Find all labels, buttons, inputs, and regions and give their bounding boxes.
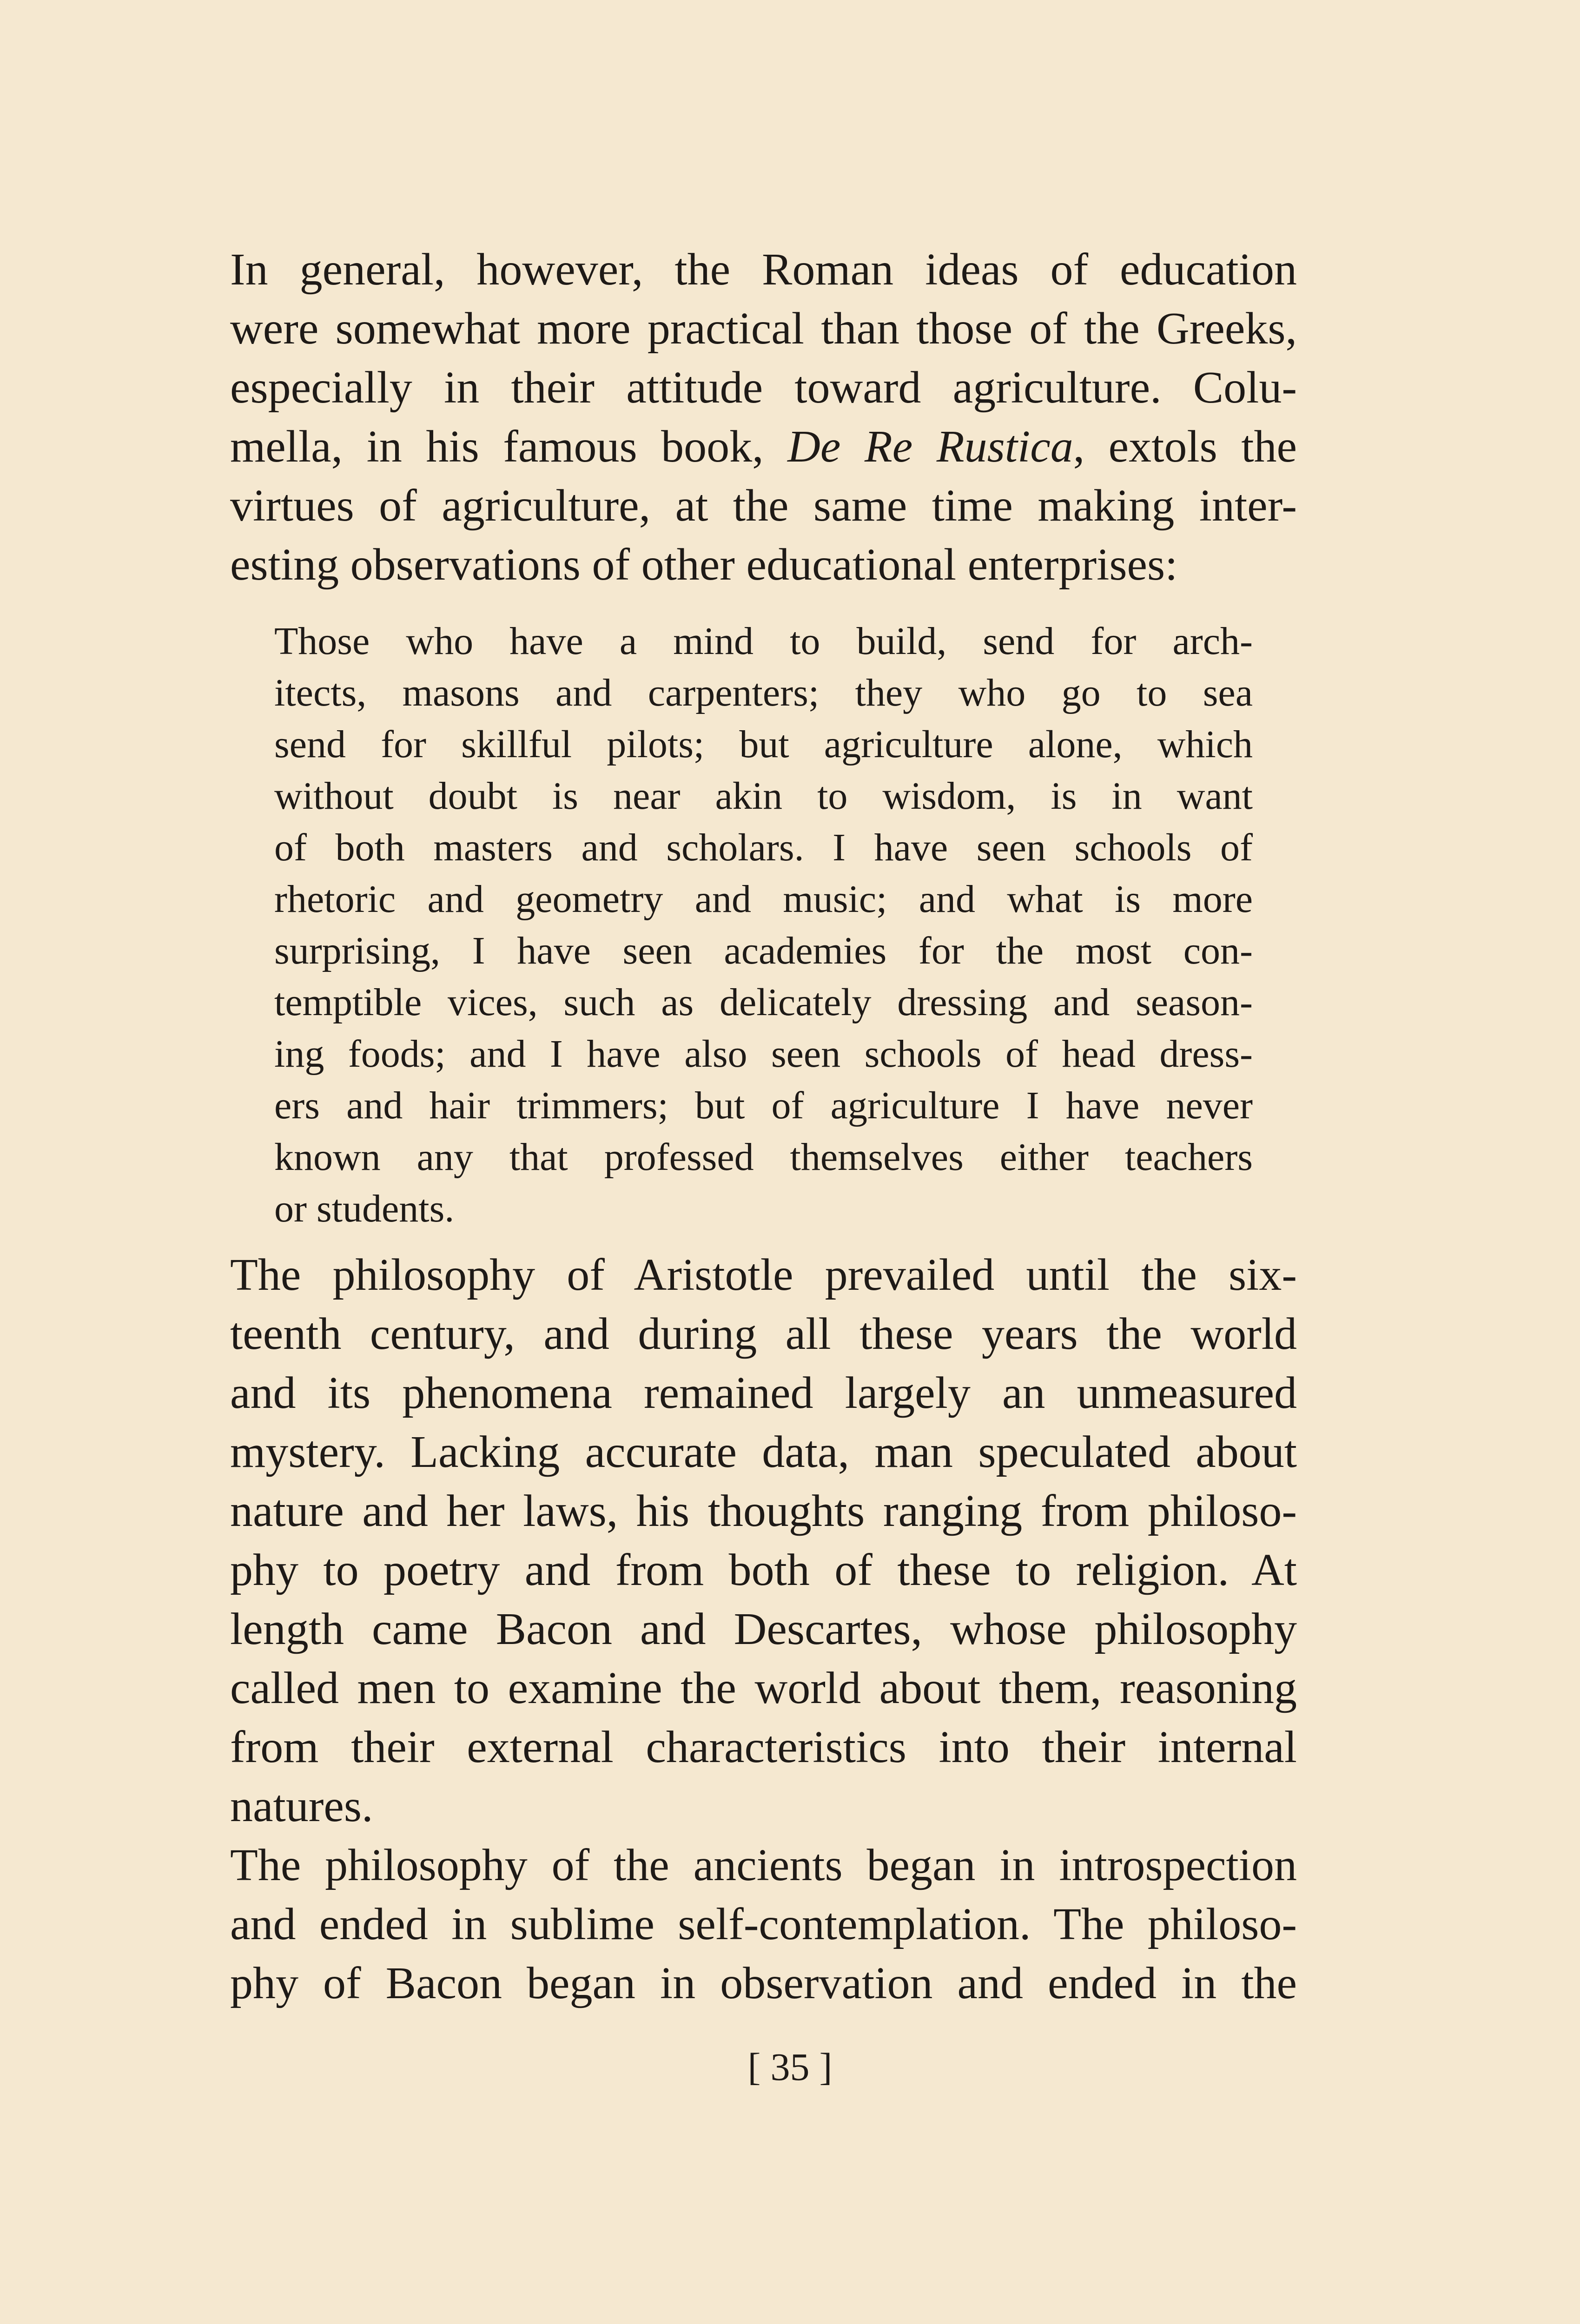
text-segment: , extols the [1073,422,1297,472]
quote-line: or students. [274,1187,455,1230]
text-line: called men to examine the world about them, reasoning [230,1663,1297,1713]
text-line: and ended in sublime self-contemplation. The philoso- [230,1899,1297,1949]
block-quote-columella [274,615,1253,1235]
text-line: especially in their attitude toward agriculture. Colu- [230,363,1297,413]
quote-line: temptible vices, such as delicately dressing and season- [274,981,1253,1024]
paragraph-ancients [230,1836,1297,2013]
paragraph-roman-education [230,240,1297,594]
quote-line: surprising, I have seen academies for the most con- [274,929,1253,972]
quote-line: known any that professed themselves either teachers [274,1136,1253,1179]
text-line: length came Bacon and Descartes, whose philosophy [230,1604,1297,1654]
text-line: The philosophy of the ancients began in introspection [230,1840,1297,1890]
quote-line: send for skillful pilots; but agriculture alone, which [274,723,1253,766]
text-line: from their external characteristics into their internal [230,1722,1297,1772]
book-title-italic: De Re Rustica [787,422,1073,472]
quote-line: ers and hair trimmers; but of agriculture I have never [274,1084,1253,1127]
text-line: phy of Bacon began in observation and ended in the [230,1958,1297,2008]
quote-line: ing foods; and I have also seen schools of head dress- [274,1032,1253,1076]
text-line: nature and her laws, his thoughts ranging from philoso- [230,1486,1297,1536]
text-line: were somewhat more practical than those of the Greeks, [230,304,1297,354]
quote-line: without doubt is near akin to wisdom, is in want [274,774,1253,818]
text-line: The philosophy of Aristotle prevailed until the six- [230,1250,1297,1300]
text-line [230,417,1297,476]
quote-line: of both masters and scholars. I have seen schools of [274,826,1253,869]
text-line: phy to poetry and from both of these to religion. At [230,1545,1297,1595]
text-line: In general, however, the Roman ideas of education [230,244,1297,295]
page-number: [ 35 ] [747,2046,833,2089]
text-line: natures. [230,1781,373,1831]
text-line: teenth century, and during all these years the world [230,1309,1297,1359]
quote-line: rhetoric and geometry and music; and what is more [274,878,1253,921]
paragraph-aristotle [230,1246,1297,1836]
text-segment: mella, in his famous book, [230,422,788,472]
text-line: virtues of agriculture, at the same time making inter- [230,481,1297,531]
text-line: mystery. Lacking accurate data, man speculated about [230,1427,1297,1477]
text-line: esting observations of other educational enterprises: [230,540,1178,590]
quote-line: itects, masons and carpenters; they who go to sea [274,671,1253,714]
text-line: and its phenomena remained largely an unmeasured [230,1368,1297,1418]
quote-line: Those who have a mind to build, send for arch- [274,620,1253,663]
